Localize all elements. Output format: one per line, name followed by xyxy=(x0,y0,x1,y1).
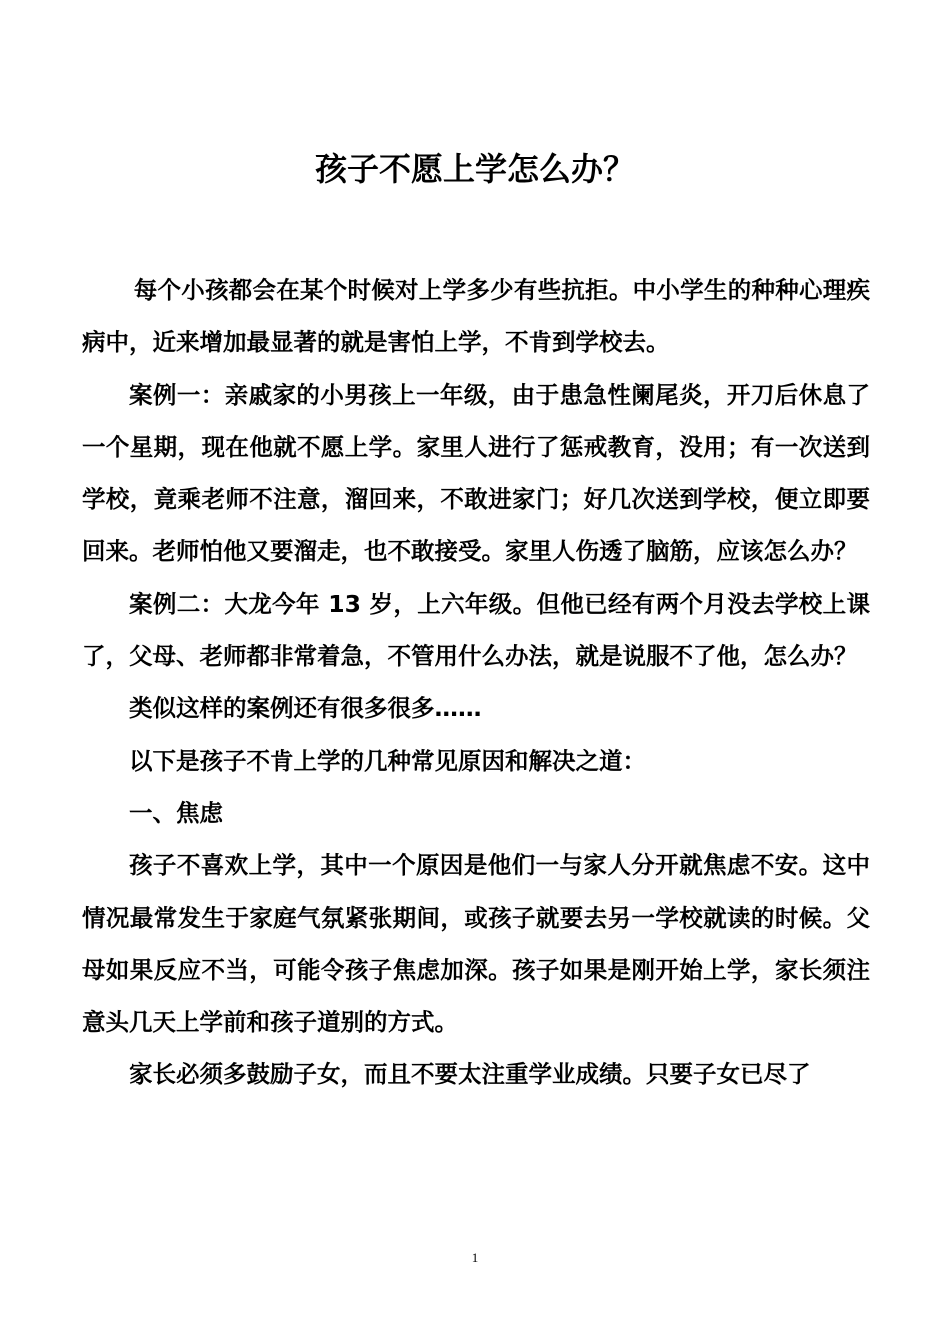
paragraph-intro: 每个小孩都会在某个时候对上学多少有些抗拒。中小学生的种种心理疾病中，近来增加最显著的就是害怕上学，不肯到学校去。 xyxy=(82,276,870,357)
document-body xyxy=(82,264,870,1101)
section-heading-anxiety: 一、焦虑 xyxy=(129,798,223,827)
paragraph-case-one: 案例一：亲戚家的小男孩上一年级，由于患急性阑尾炎，开刀后休息了一个星期，现在他就不愿上学。家里人进行了惩戒教育，没用；有一次送到学校，竟乘老师不注意，溜回来，不敢进家门；好几次送到学校，便立即要回来。老师怕他又要溜走，也不敢接受。家里人伤透了脑筋，应该怎么办？ xyxy=(82,380,870,566)
paragraph-anxiety: 孩子不喜欢上学，其中一个原因是他们一与家人分开就焦虑不安。这中情况最常发生于家庭气氛紧张期间，或孩子就要去另一学校就读的时候。父母如果反应不当，可能令孩子焦虑加深。孩子如果是刚开始上学，家长须注意头几天上学前和孩子道别的方式。 xyxy=(82,851,870,1037)
page-number: 1 xyxy=(471,1250,479,1265)
page-title: 孩子不愿上学怎么办？ xyxy=(314,150,635,188)
paragraph-causes-intro: 以下是孩子不肯上学的几种常见原因和解决之道： xyxy=(129,746,646,775)
paragraph-encourage: 家长必须多鼓励子女，而且不要太注重学业成绩。只要子女已尽了 xyxy=(129,1060,811,1089)
paragraph-case-two: 案例二：大龙今年 13 岁，上六年级。但他已经有两个月没去学校上课了，父母、老师都非常着急，不管用什么办法，就是说服不了他，怎么办？ xyxy=(82,589,870,671)
paragraph-similar-cases: 类似这样的案例还有很多很多…… xyxy=(129,694,482,723)
